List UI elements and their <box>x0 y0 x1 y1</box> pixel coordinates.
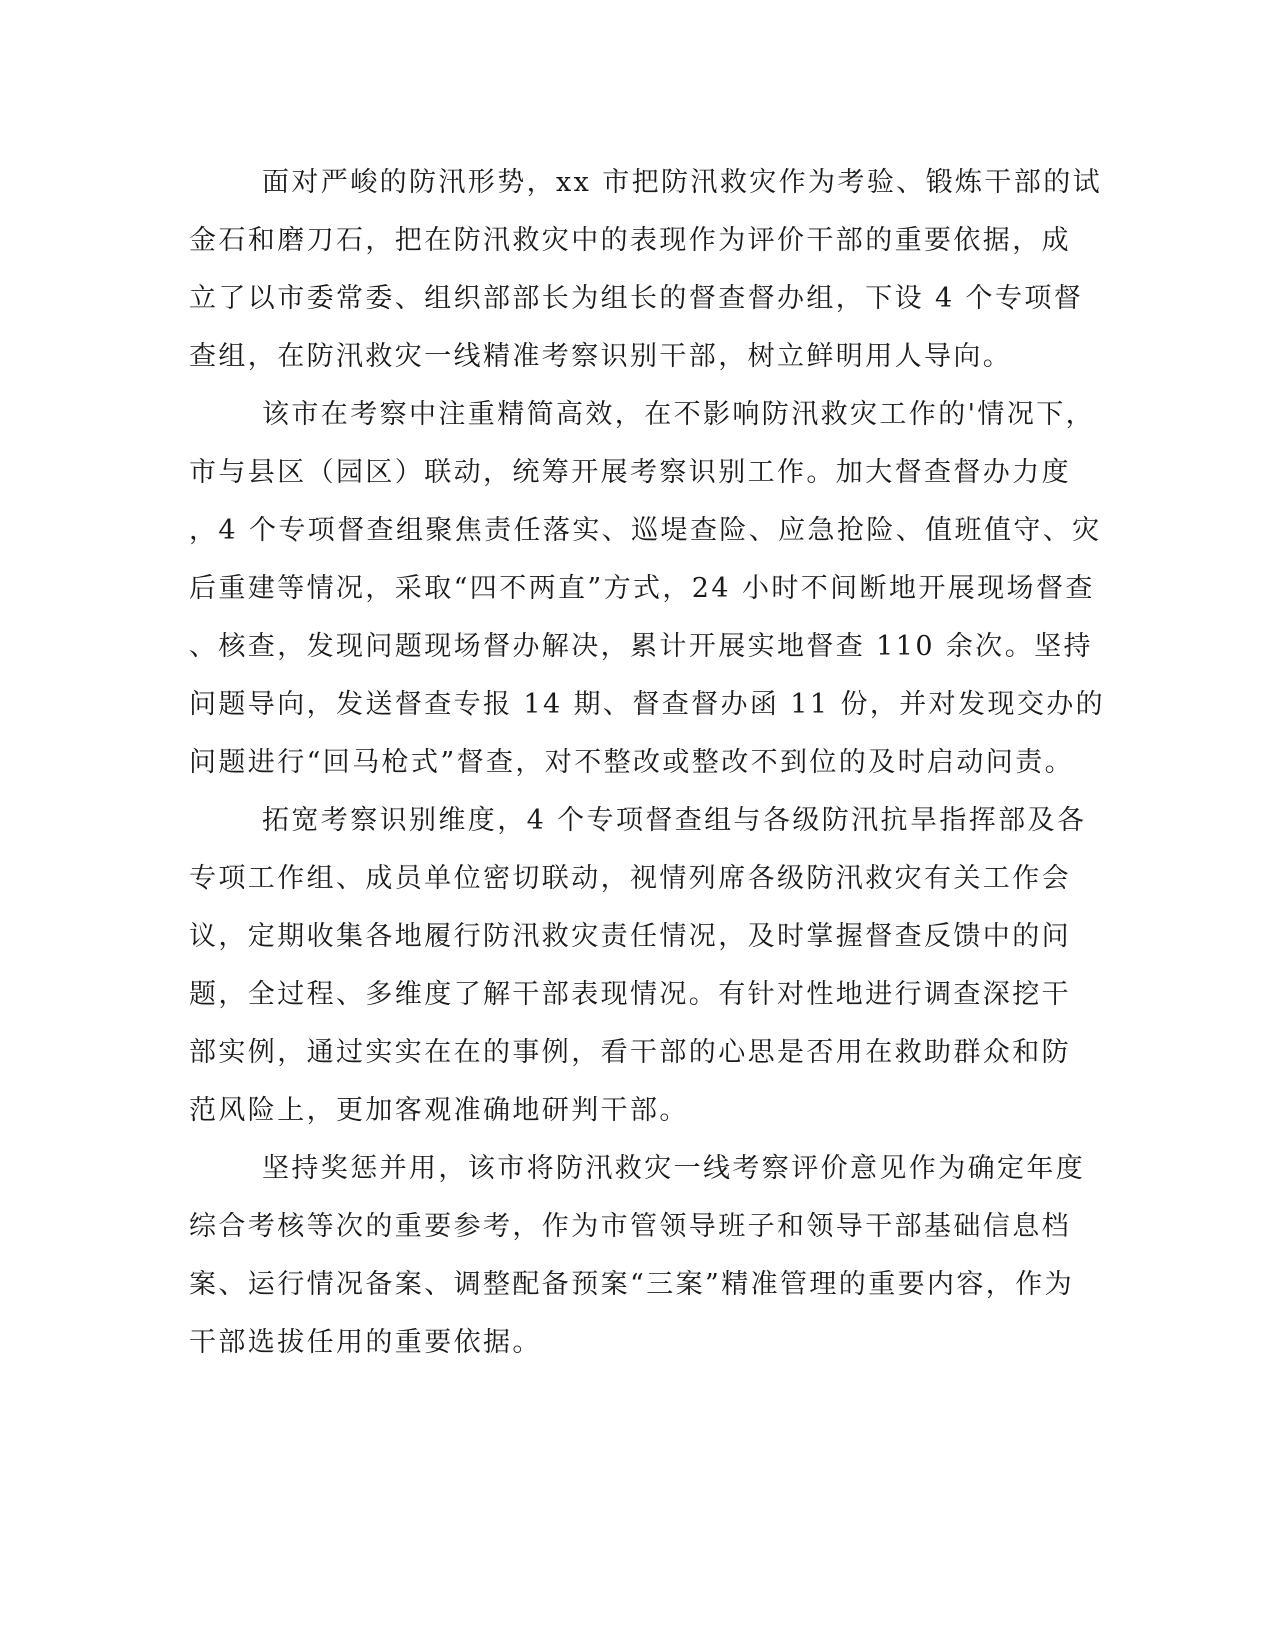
paragraph-line: 后重建等情况，采取“四不两直”方式，24 小时不间断地开展现场督查 <box>189 573 1095 604</box>
paragraph-line: 查组，在防汛救灾一线精准考察识别干部，树立鲜明用人导向。 <box>189 341 1013 372</box>
paragraph-line: 干部选拔任用的重要依据。 <box>189 1327 542 1358</box>
paragraph-line: 面对严峻的防汛形势，xx 市把防汛救灾作为考验、锻炼干部的试 <box>262 167 1103 198</box>
paragraph-line: 金石和磨刀石，把在防汛救灾中的表现作为评价干部的重要依据，成 <box>189 225 1071 256</box>
paragraph-line: 市与县区（园区）联动，统筹开展考察识别工作。加大督查督办力度 <box>189 457 1071 488</box>
paragraph-line: 、核查，发现问题现场督办解决，累计开展实地督查 110 余次。坚持 <box>189 631 1093 662</box>
paragraph-line: 案、运行情况备案、调整配备预案“三案”精准管理的重要内容，作为 <box>189 1269 1075 1300</box>
paragraph-line: 坚持奖惩并用，该市将防汛救灾一线考察评价意见作为确定年度 <box>262 1153 1086 1184</box>
paragraph-line: 问题导向，发送督查专报 14 期、督查督办函 11 份，并对发现交办的 <box>189 689 1106 720</box>
paragraph-line: ，4 个专项督查组聚焦责任落实、巡堤查险、应急抢险、值班值守、灾 <box>189 515 1102 546</box>
paragraph-line: 议，定期收集各地履行防汛救灾责任情况，及时掌握督查反馈中的问 <box>189 921 1071 952</box>
paragraph-line: 立了以市委常委、组织部部长为组长的督查督办组，下设 4 个专项督 <box>189 283 1084 314</box>
paragraph-line: 该市在考察中注重精简高效，在不影响防汛救灾工作的'情况下， <box>262 399 1096 430</box>
paragraph-line: 范风险上，更加客观准确地研判干部。 <box>189 1095 689 1126</box>
paragraph-line: 部实例，通过实实在在的事例，看干部的心思是否用在救助群众和防 <box>189 1037 1071 1068</box>
paragraph-line: 综合考核等次的重要参考，作为市管领导班子和领导干部基础信息档 <box>189 1211 1071 1242</box>
paragraph-line: 题，全过程、多维度了解干部表现情况。有针对性地进行调查深挖干 <box>189 979 1071 1010</box>
paragraph-line: 拓宽考察识别维度，4 个专项督查组与各级防汛抗旱指挥部及各 <box>262 805 1087 836</box>
paragraph-line: 专项工作组、成员单位密切联动，视情列席各级防汛救灾有关工作会 <box>189 863 1071 894</box>
paragraph-line: 问题进行“回马枪式”督查，对不整改或整改不到位的及时启动问责。 <box>189 747 1075 778</box>
